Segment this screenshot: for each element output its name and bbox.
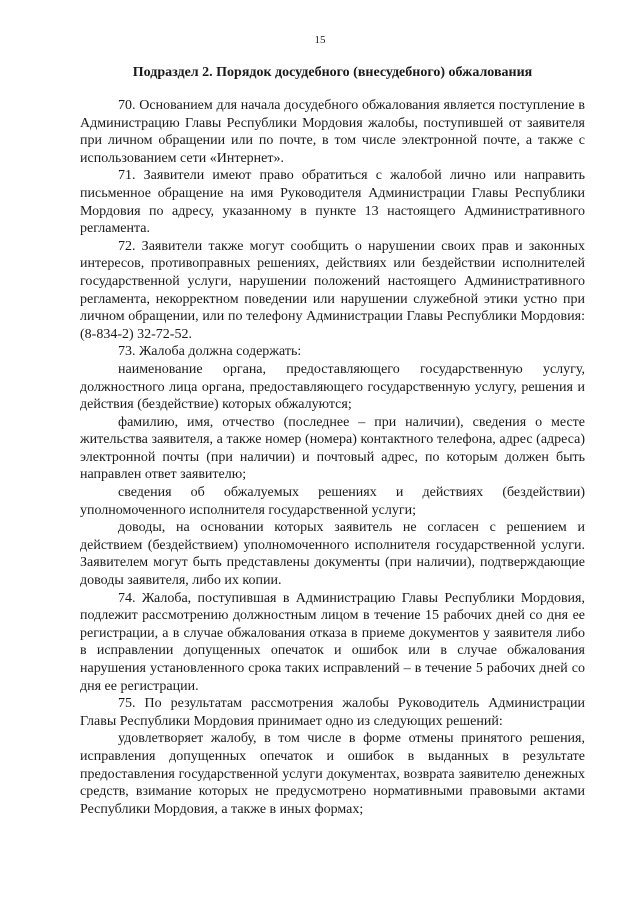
paragraph-72: 72. Заявители также могут сообщить о нарушении своих прав и законных интересов, противоправных решениях, действиях или бездействии исполнителей государственной услуги, нарушении положений настоящего Административного регламента, некорректном поведении или нарушении служебной этики устно при личном обращении, или по телефону Администрации Главы Республики Мордовия: (8-834-2) 32-72-52. bbox=[80, 238, 585, 342]
paragraph-75-item-satisfy: удовлетворяет жалобу, в том числе в форме отмены принятого решения, исправления допущенных опечаток и ошибок в выданных в результате предоставления государственной услуги документах, возврата заявителю денежных средств, взимание которых не предусмотрено нормативными правовыми актами Республики Мордовия, а также в иных формах; bbox=[80, 731, 585, 817]
document-body bbox=[80, 97, 585, 818]
paragraph-73-item-arguments: доводы, на основании которых заявитель не согласен с решением и действием (бездействием) уполномоченного исполнителя государственной услуги. Заявителем могут быть представлены документы (при наличии), подтверждающие доводы заявителя, либо их копии. bbox=[80, 520, 585, 589]
paragraph-73-item-applicant: фамилию, имя, отчество (последнее – при наличии), сведения о месте жительства заявителя, а также номер (номера) контактного телефона, адрес (адреса) электронной почты (при наличии) и почтовый адрес, по которым должен быть направлен ответ заявителю; bbox=[80, 414, 585, 483]
paragraph-75: 75. По результатам рассмотрения жалобы Руководитель Администрации Главы Республики Мордовия принимает одно из следующих решений: bbox=[80, 696, 585, 729]
paragraph-71: 71. Заявители имеют право обратиться с жалобой лично или направить письменное обращение на имя Руководителя Администрации Главы Республики Мордовия по адресу, указанному в пункте 13 настоящего Административного регламента. bbox=[80, 168, 585, 237]
section-heading: Подраздел 2. Порядок досудебного (внесудебного) обжалования bbox=[132, 65, 533, 80]
paragraph-74: 74. Жалоба, поступившая в Администрацию Главы Республики Мордовия, подлежит рассмотрению должностным лицом в течение 15 рабочих дней со дня ее регистрации, а в случае обжалования отказа в приеме документов у заявителя либо в исправлении допущенных опечаток и ошибок или в случае обжалования нарушения установленного срока таких исправлений – в течение 5 рабочих дней со дня ее регистрации. bbox=[80, 590, 585, 694]
paragraph-73-item-organ: наименование органа, предоставляющего государственную услугу, должностного лица органа, предоставляющего государственную услугу, решения и действия (бездействие) которых обжалуются; bbox=[80, 361, 585, 413]
paragraph-73: 73. Жалоба должна содержать: bbox=[118, 344, 302, 360]
page-number: 15 bbox=[314, 34, 326, 46]
paragraph-70: 70. Основанием для начала досудебного обжалования является поступление в Администрацию Главы Республики Мордовия жалобы, поступившей от заявителя при личном обращении или по почте, в том числе электронной почте, а также с использованием сети «Интернет». bbox=[80, 98, 585, 166]
paragraph-73-item-decisions: сведения об обжалуемых решениях и действиях (бездействии) уполномоченного исполнителя государственной услуги; bbox=[80, 485, 585, 518]
